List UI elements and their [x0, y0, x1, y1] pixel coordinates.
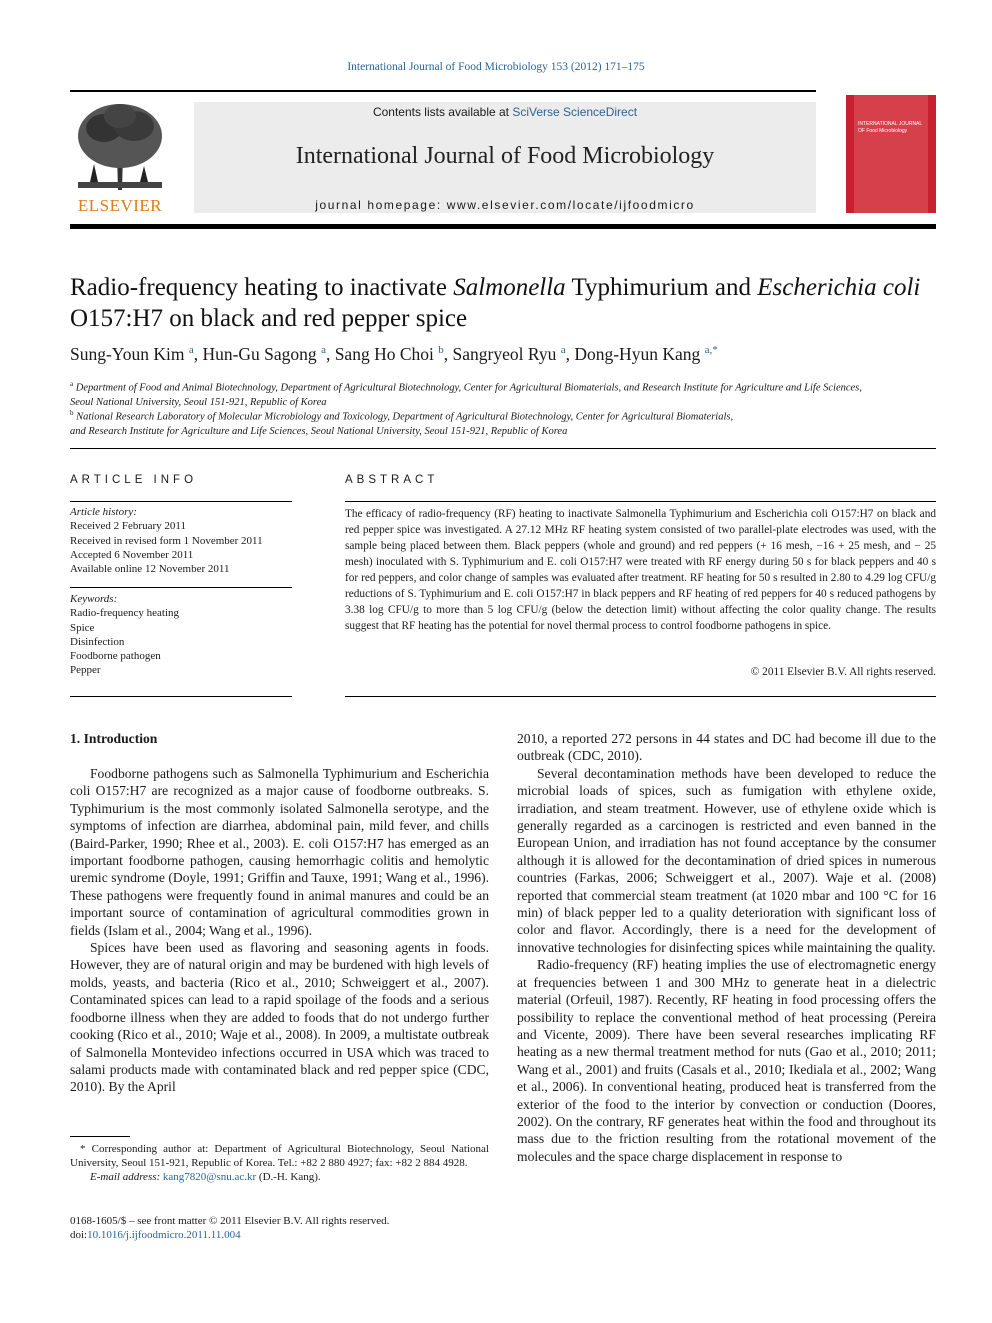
elsevier-wordmark: ELSEVIER: [77, 196, 163, 215]
footnote-rule: [70, 1136, 130, 1137]
abstract-copyright: © 2011 Elsevier B.V. All rights reserved.: [750, 666, 936, 678]
contents-line: [194, 105, 816, 119]
affiliation-a: $^a$ Department of Food and Animal Biotechnology, Department of Agricultural Biotechnology, Center for Agricultural Biomaterials, and Research Institute for Agriculture and Life Sciences, Seoul National University, Seoul 151-921, Republic of Korea: [70, 380, 862, 408]
homepage-prefix: journal homepage:: [315, 198, 447, 212]
info-bottom-rule: [70, 696, 292, 697]
abstract-text: The efficacy of radio-frequency (RF) heating to inactivate Salmonella Typhimurium and Escherichia coli O157:H7 on black and red pepper spice was investigated. A 27.12 MHz RF heating system consisted of two parallel-plate electrodes was used, with the sample being placed between them. Black peppers (whole and ground) and red peppers (+ 16 mesh, −16 + 25 mesh, and − 25 mesh) inoculated with S. Typhimurium and E. coli O157:H7 were treated with RF energy during 50 s for black peppers and 40 s for red peppers, and color change of samples was evaluated after treatment. RF heating for 50 s resulted in 2.80 to 4.29 log CFU/g reductions of S. Typhimurium and E. coli O157:H7 in black peppers and RF heating of red peppers for 40 s reduced pathogens by 3.38 log CFU/g to more than 5 log CFU/g (below the detection limit) without affecting the color quality change. The results suggest that RF heating has the potential for novel thermal process to control foodborne pathogens in spice.: [345, 508, 936, 632]
paragraph: Spices have been used as flavoring and seasoning agents in foods. However, they are of natural origin and may be burdened with high levels of molds, yeasts, and bacteria (Rico et al., 2010; Schweiggert et al., 2007). Contaminated spices can lead to a rapid spoilage of the foods and a serious foodborne illness when they are added to foods that do not undergo further cooking (Rico et al., 2010; Waje et al., 2008). In 2009, a multistate outbreak of Salmonella Montevideo infections occurred in USA which was traced to salami products made with contaminated black and red pepper spice (CDC, 2010). By the April: [70, 940, 489, 1095]
header-thick-rule: [70, 224, 936, 229]
cover-text: INTERNATIONAL JOURNAL OF Food Microbiology: [858, 121, 922, 134]
section-heading: 1. Introduction: [70, 731, 158, 746]
author-list: Sung-Youn Kim $^a$, Hun-Gu Sagong $^a$, Sang Ho Choi $^b$, Sangryeol Ryu $^a$, Dong-Hyun Kang $^{a,*}$: [70, 344, 718, 364]
author-name[interactable]: Sangryeol Ryu: [452, 344, 557, 364]
section-rule: [70, 448, 936, 449]
affiliation-b: $^b$ National Research Laboratory of Molecular Microbiology and Toxicology, Department of Agricultural Biotechnology, Center for Agricultural Biomaterials, and Research Institute for Agriculture and Life Sciences, Seoul National University, Seoul 151-921, Republic of Korea: [70, 409, 734, 437]
keywords: Keywords: Radio-frequency heating Spice Disinfection Foodborne pathogen Pepper: [70, 593, 180, 677]
journal-citation[interactable]: International Journal of Food Microbiology 153 (2012) 171–175: [347, 61, 645, 73]
paragraph: Radio-frequency (RF) heating implies the use of electromagnetic energy at frequencies between 1 and 300 MHz to generate heat in a dielectric material (Orfeuil, 1987). Recently, RF heating in food processing offers the possibility to replace the conventional method of heat processing (Pereira and Vicente, 2009). There have been several researches implicating RF heating as a new thermal treatment method for nuts (Gao et al., 2010; 2011; Wang et al., 2001) and fruits (Casals et al., 2010; Ikediala et al., 2002; Wang et al., 2006). In conventional heating, produced heat is transferred from the exterior of the food to the interior by convection or conduction (Doores, 2002). On the contrary, RF generates heat within the food and throughout its mass due to the friction resulting from the rotational movement of the molecules and the space charge displacement in response to: [517, 957, 936, 1164]
author-name[interactable]: Dong-Hyun Kang: [574, 344, 701, 364]
paragraph: 2010, a reported 272 persons in 44 states and DC had become ill due to the outbreak (CDC, 2010).: [517, 731, 936, 764]
article-history: Article history: Received 2 February 2011 Received in revised form 1 November 2011 Accepted 6 November 2011 Available online 12 November 2011: [70, 506, 263, 576]
homepage-link[interactable]: www.elsevier.com/locate/ijfoodmicro: [446, 198, 695, 212]
doi-link[interactable]: 10.1016/j.ijfoodmicro.2011.11.004: [87, 1229, 241, 1242]
contents-prefix: Contents lists available at: [372, 105, 513, 119]
body-right-column: [517, 730, 936, 1165]
corresponding-author-footnote: * Corresponding author at: Department of Agricultural Biotechnology, Seoul National University, Seoul 151-921, Republic of Korea. Tel.: +82 2 880 4927; fax: +82 2 884 4928. E-mail address: kang7820@snu.ac.kr (D.-H. Kang).: [70, 1143, 489, 1184]
journal-title: International Journal of Food Microbiology: [295, 143, 715, 169]
journal-cover-image: [846, 95, 936, 213]
paragraph: Foodborne pathogens such as Salmonella Typhimurium and Escherichia coli O157:H7 are recognized as a major cause of foodborne outbreaks. S. Typhimurium is the most commonly isolated Salmonella serotype, and the symptoms of infection are diarrhea, abdominal pain, mild fever, and chills (Baird-Parker, 1990; Rhee et al., 2003). E. coli O157:H7 has emerged as an important foodborne pathogen, causing hemorrhagic colitis and hemolytic uremic syndrome (Doyle, 1991; Griffin and Tauxe, 1991; Wang et al., 1996). These pathogens were frequently found in animal manures and could be an important source of contamination of agricultural commodities grown in fields (Islam et al., 2004; Wang et al., 1996).: [70, 766, 489, 938]
header-top-rule: [70, 90, 816, 92]
author-name[interactable]: Sang Ho Choi: [334, 344, 434, 364]
abstract-rule: [345, 501, 936, 502]
author-name[interactable]: Sung-Youn Kim: [70, 344, 185, 364]
keywords-rule: [70, 587, 292, 588]
issn-doi: 0168-1605/$ – see front matter © 2011 Elsevier B.V. All rights reserved. doi:10.1016/j.ijfoodmicro.2011.11.004: [70, 1215, 390, 1242]
article-title: Radio-frequency heating to inactivate Salmonella Typhimurium and Escherichia coli O157:H7 on black and red pepper spice: [70, 274, 921, 332]
abstract-heading: ABSTRACT: [345, 474, 439, 486]
sciencedirect-link[interactable]: SciVerse ScienceDirect: [512, 105, 638, 119]
author-name[interactable]: Hun-Gu Sagong: [202, 344, 317, 364]
paragraph: Several decontamination methods have been developed to reduce the microbial loads of spices, such as fumigation with ethylene oxide, irradiation, and steam treatment. However, use of ethylene oxide which is generally regarded as a carcinogen is restricted and even banned in the European Union, and irradiation has not found acceptance by the consumer although it is allowed for the decontamination of dried spices in numerous countries (Farkas, 2006; Schweiggert et al., 2007). Waje et al. (2008) reported that commercial steam treatment (at 1020 mbar and 100 °C for 16 min) of black pepper led to a quality deterioration with significant loss of color and flavor. Accordingly, there is a need for the development of innovative technologies for disinfecting spices while maintaining the quality.: [517, 765, 936, 955]
article-info-heading: ARTICLE INFO: [70, 474, 198, 486]
body-left-column: [70, 765, 489, 1096]
info-rule: [70, 501, 292, 502]
abstract-bottom-rule: [345, 696, 936, 697]
email-link[interactable]: kang7820@snu.ac.kr: [162, 1171, 257, 1184]
journal-homepage: [194, 198, 816, 212]
